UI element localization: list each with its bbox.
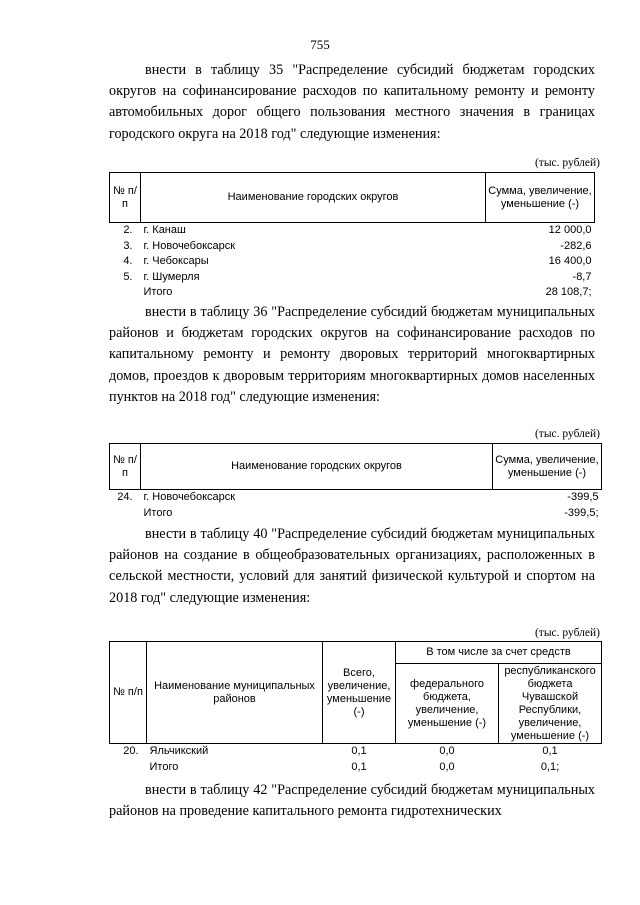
row-number: 2. xyxy=(123,224,133,236)
table3-header-group: В том числе за счет средств xyxy=(396,642,602,664)
paragraph-table35-intro: внести в таблицу 35 "Распределение субсидий бюджетам городских округов на софинансирование расходов по капитальному ремонту и ремонту автомобильных дорог общего пользования местного значения в границах городского округа на 2018 год" следующие изменения: xyxy=(109,62,595,142)
table3-header-name: Наименование муниципальных районов xyxy=(147,642,323,744)
table-35-changes xyxy=(109,172,595,301)
table-total-row xyxy=(110,506,602,522)
table1-header-name: Наименование городских округов xyxy=(141,173,486,223)
paragraph-table36-intro: внести в таблицу 36 "Распределение субсидий бюджетам муниципальных районов и бюджетам городских округов на софинансирование расходов по капитальному ремонту и ремонту дворовых территорий многоквартирных домов, проездов к дворовым территориям многоквартирных домов населенных пунктов на 2018 год" следующие изменения: xyxy=(109,304,595,405)
table3-header-num: № п/п xyxy=(110,642,147,744)
table1-unit: (тыс. рублей) xyxy=(534,157,600,169)
row-name: г. Новочебоксарск xyxy=(143,239,236,252)
row-name: г. Шумерля xyxy=(143,270,200,283)
table-row xyxy=(110,254,595,270)
table-total-row xyxy=(110,285,595,301)
total-label: Итого xyxy=(149,760,179,773)
table-row xyxy=(110,239,595,255)
table3-header-federal: федерального бюджета, увеличение, уменьшение (-) xyxy=(396,664,499,744)
row-name: г. Новочебоксарск xyxy=(143,491,236,503)
table-row xyxy=(110,270,595,286)
table1-header-num: № п/п xyxy=(110,173,141,223)
table2-header-name: Наименование городских округов xyxy=(141,444,493,490)
total-federal: 0,0 xyxy=(439,760,455,773)
total-republic: 0,1; xyxy=(540,760,560,773)
table-row xyxy=(110,744,602,760)
row-number: 24. xyxy=(117,491,133,503)
table3-header-republic: республиканского бюджета Чувашской Республики, увеличение, уменьшение (-) xyxy=(499,664,602,744)
table-40-changes xyxy=(109,641,602,775)
page-number: 755 xyxy=(310,37,330,52)
row-republic: 0,1 xyxy=(542,745,558,757)
row-name: г. Канаш xyxy=(143,224,186,236)
row-sum: 12 000,0 xyxy=(548,224,592,236)
table-row xyxy=(110,223,595,239)
row-sum: -399,5 xyxy=(567,491,599,503)
total-total: 0,1 xyxy=(351,760,367,773)
row-sum: -8,7 xyxy=(572,270,592,283)
table2-header-sum: Сумма, увеличение, уменьшение (-) xyxy=(493,444,602,490)
row-sum: -282,6 xyxy=(560,239,592,252)
row-name: Яльчикский xyxy=(149,745,209,757)
table2-unit: (тыс. рублей) xyxy=(534,428,600,440)
table3-header-total: Всего, увеличение, уменьшение (-) xyxy=(323,642,396,744)
total-sum: -399,5; xyxy=(564,506,599,519)
table3-unit: (тыс. рублей) xyxy=(534,627,600,639)
row-number: 5. xyxy=(123,270,133,283)
table2-header-num: № п/п xyxy=(110,444,141,490)
row-federal: 0,0 xyxy=(439,745,455,757)
row-number: 3. xyxy=(123,239,133,252)
table-total-row xyxy=(110,760,602,776)
table1-header-sum: Сумма, увеличение, уменьшение (-) xyxy=(486,173,595,223)
total-sum: 28 108,7; xyxy=(545,286,592,299)
row-number: 4. xyxy=(123,255,133,268)
table-row xyxy=(110,490,602,506)
row-total: 0,1 xyxy=(351,745,367,757)
total-label: Итого xyxy=(143,286,173,299)
table-36-changes xyxy=(109,443,602,521)
paragraph-table42-intro: внести в таблицу 42 "Распределение субсидий бюджетам муниципальных районов на проведение капитального ремонта гидротехнических xyxy=(109,782,595,820)
row-number: 20. xyxy=(123,745,139,757)
row-name: г. Чебоксары xyxy=(143,255,209,268)
total-label: Итого xyxy=(143,506,173,519)
row-sum: 16 400,0 xyxy=(548,255,592,268)
paragraph-table40-intro: внести в таблицу 40 "Распределение субсидий бюджетам муниципальных районов на создание в общеобразовательных организациях, расположенных в сельской местности, условий для занятий физической культурой и спортом на 2018 год" следующие изменения: xyxy=(109,526,595,606)
